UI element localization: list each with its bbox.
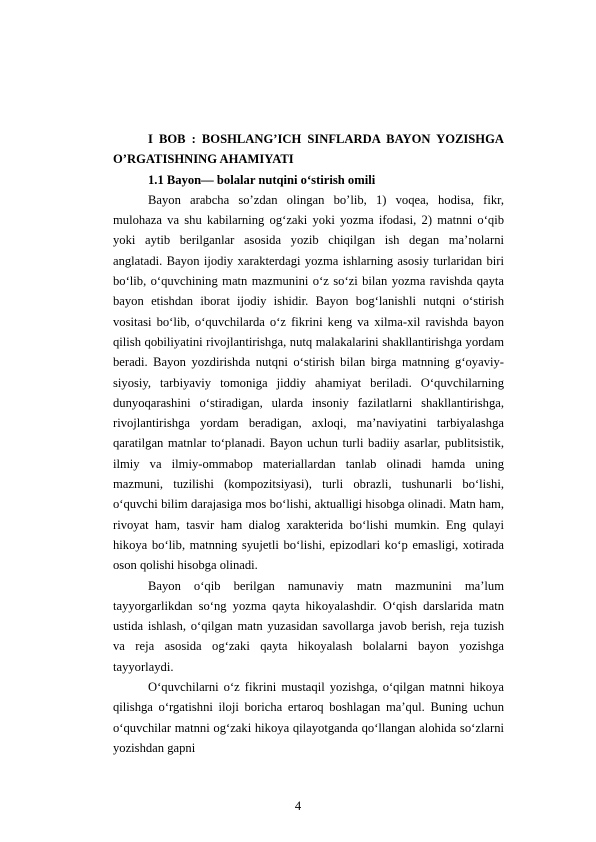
body-text	[113, 129, 504, 758]
chapter-title: I BOB : BOSHLANG’ICH SINFLARDA BAYON YOZISHGA O’RGATISHNING AHAMIYATI	[113, 132, 504, 167]
paragraph: Bayon arabcha so’zdan olingan bo’lib, 1) voqea, hodisa, fikr, mulohaza va shu kabilarning og‘zaki yoki yozma ifodasi, 2) matnni o‘qib yoki aytib berilganlar asosida yozib chiqilgan ish degan ma’nolarni anglatadi. Bayon ijodiy xarakterdagi yozma ishlarning asosiy turlaridan biri bo‘lib, o‘quvchining matn mazmunini o‘z so‘zi bilan yozma ravishda qayta bayon etishdan iborat ijodiy ishidir. Bayon bog‘lanishli nutqni o‘stirish vositasi bo‘lib, o‘quvchilarda o‘z fikrini keng va xilma-xil ravishda bayon qilish qobiliyatini rivojlantirishga, nutq malakalarini shakllantirishga yordam beradi. Bayon yozdirishda nutqni o‘stirish bilan birga matnning g‘oyaviy-siyosiy, tarbiyaviy tomoniga jiddiy ahamiyat beriladi. O‘quvchilarning dunyoqarashini o‘stiradigan, ularda insoniy fazilatlarni shakllantirishga, rivojlantirishga yordam beradigan, axloqi, ma’naviyatini tarbiyalashga qaratilgan matnlar to‘planadi. Bayon uchun turli badiiy asarlar, publitsistik, ilmiy va ilmiy-ommabop materiallardan tanlab olinadi hamda uning mazmuni, tuzilishi (kompozitsiyasi), turli obrazli, tushunarli bo‘lishi, o‘quvchi bilim darajasiga mos bo‘lishi, aktualligi hisobga olinadi. Matn ham, rivoyat ham, tasvir ham dialog xarakterida bo‘lishi mumkin. Eng qulayi hikoya bo‘lib, matnning syujetli bo‘lishi, epizodlari ko‘p emasligi, xotirada oson qolishi hisobga olinadi.	[113, 192, 504, 573]
page-number: 4	[294, 799, 302, 813]
section-title: 1.1 Bayon— bolalar nutqini o‘stirish omili	[148, 172, 376, 187]
paragraph: Bayon o‘qib berilgan namunaviy matn mazmunini ma’lum tayyorgarlikdan so‘ng yozma qayta hikoyalashdir. O‘qish darslarida matn ustida ishlash, o‘qilgan matn yuzasidan savollarga javob berish, reja tuzish va reja asosida og‘zaki qayta hikoyalash bolalarni bayon yozishga tayyorlaydi.	[113, 578, 504, 674]
paragraph: O‘quvchilarni o‘z fikrini mustaqil yozishga, o‘qilgan matnni hikoya qilishga o‘rgatishni iloji boricha ertaroq boshlagan ma’qul. Buning uchun o‘quvchilar matnni og‘zaki hikoya qilayotganda qo‘llangan alohida so‘zlarni yozishdan gapni	[113, 680, 504, 755]
